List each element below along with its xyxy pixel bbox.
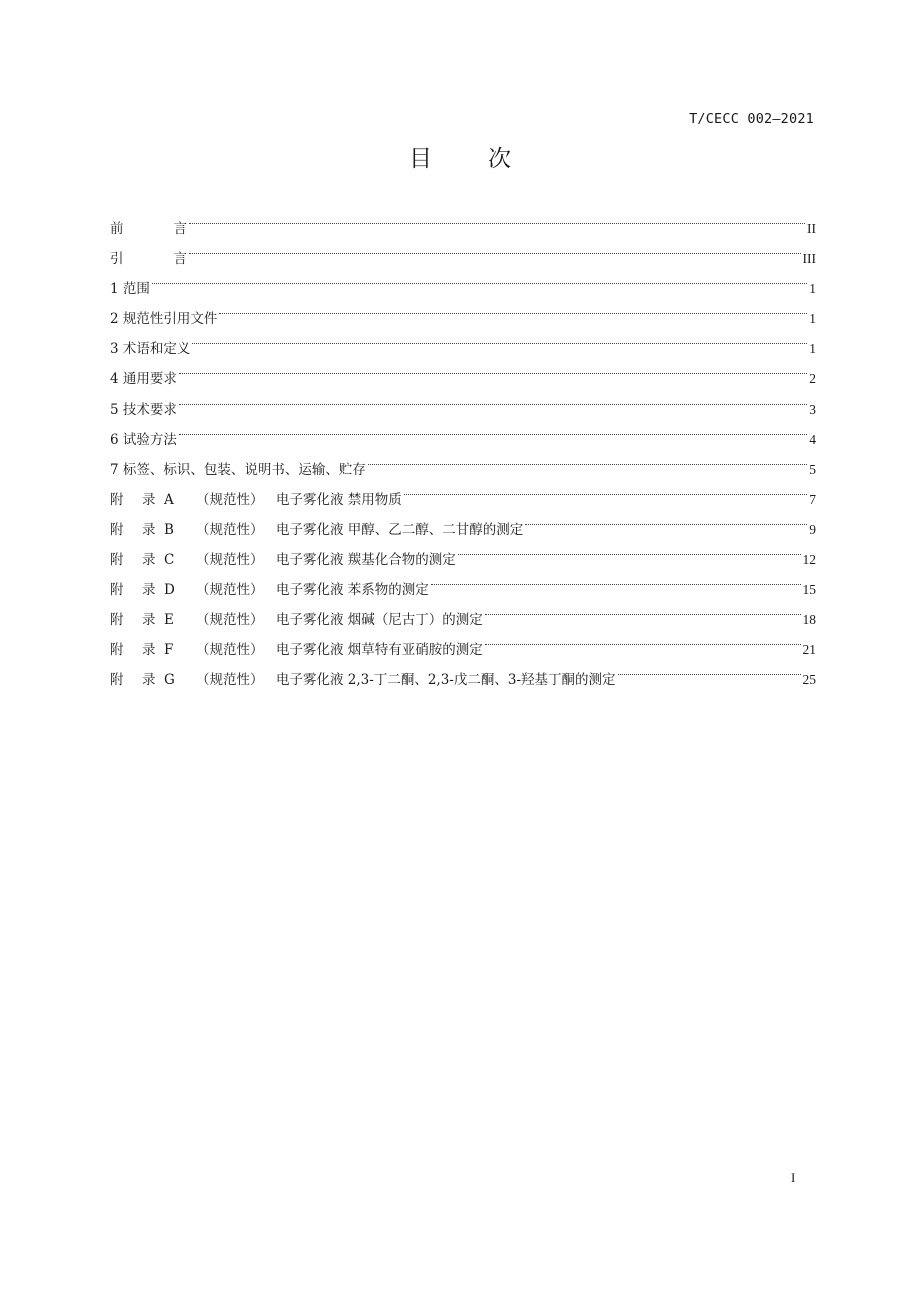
toc-entry-label: 1 范围	[110, 281, 150, 298]
toc-entry-normative-references[interactable]	[110, 293, 816, 328]
dot-leader	[219, 293, 807, 323]
toc-entry-scope[interactable]	[110, 263, 816, 298]
toc-entry-terms[interactable]	[110, 323, 816, 358]
page-title: 目次	[409, 146, 567, 172]
toc-entry-label: 附 录 F （规范性） 电子雾化液 烟草特有亚硝胺的测定	[110, 642, 483, 659]
toc-entry-page: 5	[809, 461, 816, 477]
toc-entry-page: 4	[809, 431, 816, 447]
toc-entry-page: 12	[802, 552, 816, 568]
toc-entry-label: 附 录 E （规范性） 电子雾化液 烟碱（尼古丁）的测定	[110, 612, 483, 629]
toc-entry-label: 引 言	[110, 251, 187, 268]
dot-leader	[179, 353, 807, 383]
page-number: I	[791, 1170, 796, 1185]
toc-entry-label: 2 规范性引用文件	[110, 311, 218, 328]
dot-leader	[189, 233, 801, 263]
document-code: T/CECC 002—2021	[689, 111, 814, 127]
toc-entry-foreword[interactable]	[110, 203, 816, 237]
toc-entry-label: 附 录 G （规范性） 电子雾化液 2,3-丁二酮、2,3-戊二酮、3-羟基丁酮的测定	[110, 672, 616, 689]
toc-entry-label: 5 技术要求	[110, 401, 177, 418]
toc-entry-technical-requirements[interactable]	[110, 384, 816, 418]
toc-entry-label: 4 通用要求	[110, 371, 177, 388]
toc-entry-page: 7	[809, 491, 816, 507]
toc-entry-labeling[interactable]	[110, 444, 816, 478]
dot-leader	[525, 504, 807, 534]
toc-entry-page: 2	[809, 371, 816, 387]
dot-leader	[485, 624, 801, 654]
toc-entry-page: II	[807, 221, 816, 236]
toc-entry-label: 附 录 A （规范性） 电子雾化液 禁用物质	[110, 491, 402, 508]
toc-entry-page: 25	[802, 672, 816, 688]
toc-entry-test-methods[interactable]	[110, 414, 816, 448]
dot-leader	[404, 474, 807, 504]
dot-leader	[485, 594, 801, 624]
dot-leader	[192, 323, 807, 353]
toc-entry-label: 前 言	[110, 221, 187, 237]
toc-entry-page: 1	[809, 341, 816, 357]
dot-leader	[179, 384, 807, 414]
dot-leader	[458, 534, 801, 564]
toc-entry-general-requirements[interactable]	[110, 353, 816, 388]
toc-entry-page: 18	[802, 612, 816, 628]
toc-entry-page: 1	[809, 281, 816, 297]
toc-entry-page: 1	[809, 311, 816, 327]
toc-entry-page: 3	[809, 401, 816, 417]
toc-entry-page: 21	[802, 642, 816, 658]
table-of-contents	[110, 203, 816, 689]
dot-leader	[179, 414, 807, 444]
dot-leader	[189, 203, 805, 233]
dot-leader	[368, 444, 807, 474]
dot-leader	[431, 564, 801, 594]
toc-entry-page: III	[802, 251, 816, 267]
toc-entry-label: 附 录 B （规范性） 电子雾化液 甲醇、乙二醇、二甘醇的测定	[110, 521, 524, 538]
dot-leader	[618, 654, 801, 684]
toc-entry-label: 附 录 C （规范性） 电子雾化液 羰基化合物的测定	[110, 552, 456, 569]
toc-entry-label: 7 标签、标识、包装、说明书、运输、贮存	[110, 461, 366, 478]
toc-entry-label: 3 术语和定义	[110, 341, 191, 358]
toc-entry-introduction[interactable]	[110, 233, 816, 268]
toc-entry-label: 附 录 D （规范性） 电子雾化液 苯系物的测定	[110, 582, 429, 599]
toc-entry-page: 15	[802, 582, 816, 598]
toc-entry-page: 9	[809, 521, 816, 537]
dot-leader	[152, 263, 807, 293]
toc-entry-label: 6 试验方法	[110, 431, 177, 448]
